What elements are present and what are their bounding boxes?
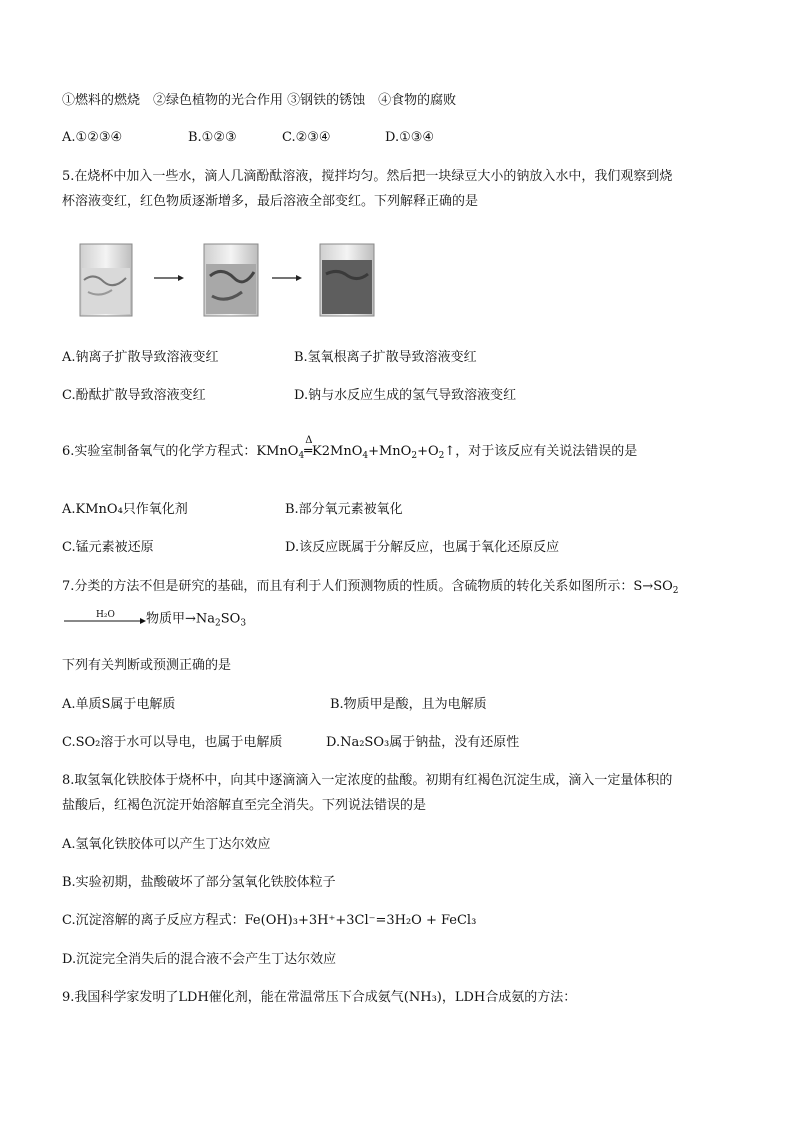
q8-stem-line2: 盐酸后，红褐色沉淀开始溶解直至完全消失。下列说法错误的是	[62, 798, 427, 813]
q7-option-b: B.物质甲是酸，且为电解质	[330, 697, 487, 712]
q6-option-d: D.该反应既属于分解反应，也属于氧化还原反应	[285, 540, 560, 555]
q7-option-d: D.Na₂SO₃属于钠盐，没有还原性	[326, 735, 520, 750]
q7-stem-line2: H₂O 物质甲$\to Na_2SO_3$	[62, 610, 246, 629]
q8-option-b: B.实验初期，盐酸破坏了部分氢氧化铁胶体粒子	[62, 875, 336, 890]
arrow-1	[154, 275, 184, 281]
q8-option-c: C.沉淀溶解的离子反应方程式：Fe(OH)₃+3H⁺+3Cl⁻=3H₂O + FeCl₃	[62, 913, 477, 928]
q6-option-b: B.部分氧元素被氧化	[285, 502, 403, 517]
q6-option-a: A.KMnO₄只作氧化剂	[62, 502, 188, 517]
q5-option-c: C.酚酞扩散导致溶液变红	[62, 388, 206, 403]
q8-option-d: D.沉淀完全消失后的混合液不会产生丁达尔效应	[62, 952, 337, 967]
q4-option-c: C.②③④	[282, 130, 331, 145]
q7-stem-line1: 7.分类的方法不但是研究的基础，而且有利于人们预测物质的性质。含硫物质的转化关系如图所示：$S\to SO_2$	[62, 579, 679, 596]
q4-option-a: A.①②③④	[62, 130, 123, 145]
q5-stem-line1: 5.在烧杯中加入一些水，滴人几滴酚酞溶液，搅拌均匀。然后把一块绿豆大小的钠放入水中，我们观察到烧	[62, 169, 673, 184]
q5-option-a: A.钠离子扩散导致溶液变红	[62, 350, 219, 365]
beaker-3	[320, 244, 374, 316]
reaction-arrow: H₂O	[62, 610, 146, 628]
beaker-2	[204, 244, 258, 316]
q4-option-d: D.①③④	[385, 130, 435, 145]
q7-option-a: A.单质S属于电解质	[62, 697, 176, 712]
q5-option-d: D.钠与水反应生成的氢气导致溶液变红	[294, 388, 517, 403]
q8-option-a: A.氢氧化铁胶体可以产生丁达尔效应	[62, 837, 271, 852]
heat-condition: Δ ═	[304, 435, 313, 459]
q7-option-c: C.SO₂溶于水可以导电，也属于电解质	[62, 735, 283, 750]
q6-option-c: C.锰元素被还原	[62, 540, 154, 555]
q4-option-b: B.①②③	[188, 130, 237, 145]
q8-stem-line1: 8.取氢氧化铁胶体于烧杯中，向其中逐滴滴入一定浓度的盐酸。初期有红褐色沉淀生成，滴入一定量体积的	[62, 773, 673, 788]
q5-option-b: B.氢氧根离子扩散导致溶液变红	[294, 350, 477, 365]
q6-stem: 6.实验室制备氧气的化学方程式：KMnO$_4$ Δ $═K2MnO_4+MnO_2+O_2↑$，对于该反应有关说法错误的是	[62, 435, 638, 461]
q9-stem: 9.我国科学家发明了LDH催化剂，能在常温常压下合成氨气(NH₃)，LDH合成氨的方法：	[62, 990, 577, 1005]
beaker-sequence-figure	[70, 240, 380, 320]
arrow-2	[272, 275, 302, 281]
q7-question: 下列有关判断或预测正确的是	[62, 658, 232, 673]
q5-stem-line2: 杯溶液变红，红色物质逐渐增多，最后溶液全部变红。下列解释正确的是	[62, 194, 479, 209]
beaker-1	[80, 244, 132, 316]
q4-items: ①燃料的燃烧 ②绿色植物的光合作用 ③钢铁的锈蚀 ④食物的腐败	[62, 93, 457, 108]
